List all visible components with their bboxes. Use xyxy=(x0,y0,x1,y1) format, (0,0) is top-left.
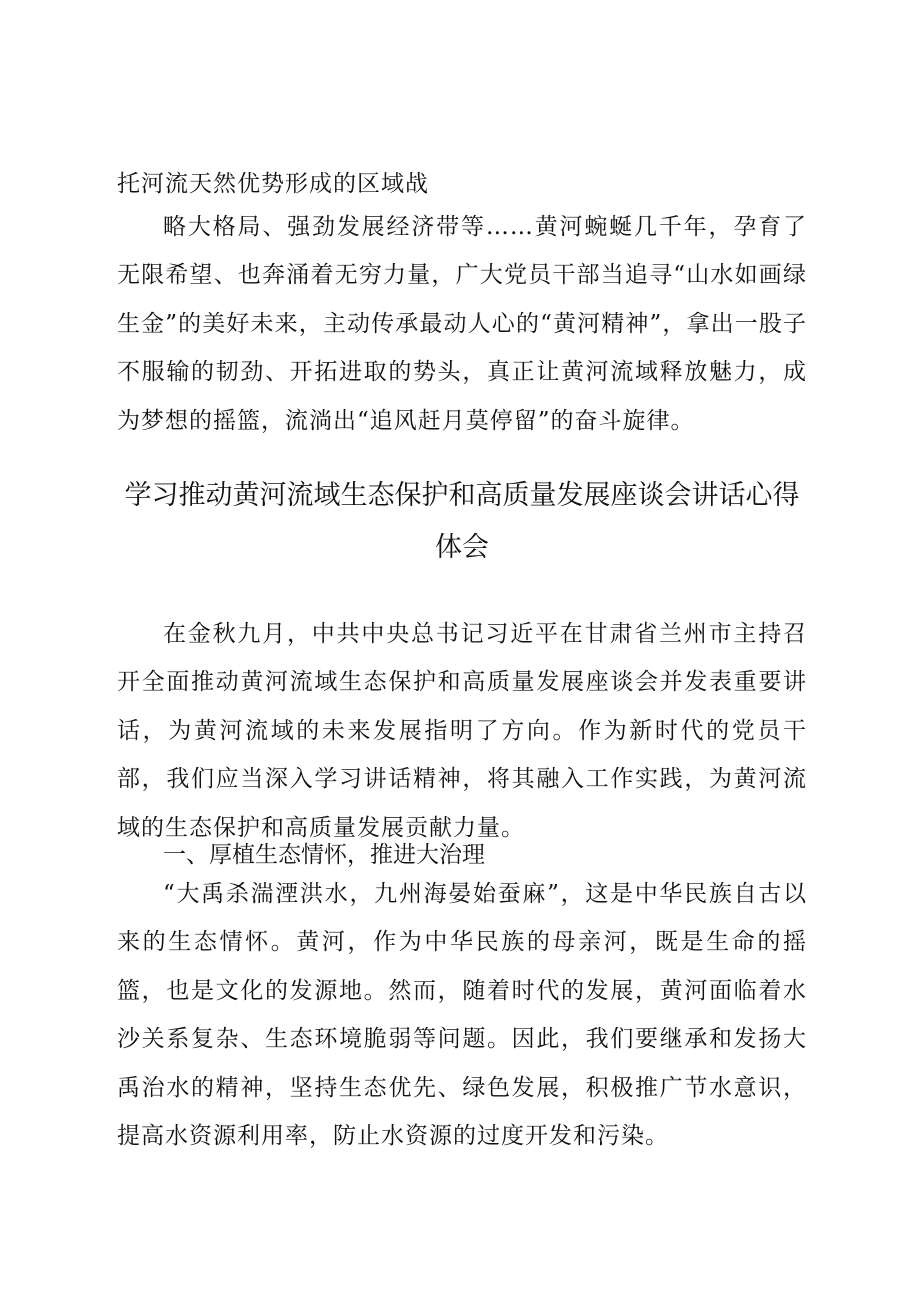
article-title: 学习推动黄河流域生态保护和高质量发展座谈会讲话心得体会 xyxy=(124,480,800,563)
section-paragraph-1: “大禹杀湍湮洪水，九州海晏始蚕麻”，这是中华民族自古以来的生态情怀。黄河，作为中华民族的母亲河，既是生命的摇篮，也是文化的发源地。然而，随着时代的发展，黄河面临着水沙关系复杂、生态环境脆弱等问题。因此，我们要继承和发扬大禹治水的精神，坚持生态优先、绿色发展，积极推广节水意识，提高水资源利用率，防止水资源的过度开发和污染。 xyxy=(117,881,807,1150)
continued-paragraph: 略大格局、强劲发展经济带等……黄河蜿蜒几千年，孕育了无限希望、也奔涌着无穷力量，广大党员干部当追寻“山水如画绿生金”的美好未来，主动传承最动人心的“黄河精神”，拿出一股子不服输的韧劲、开拓进取的势头，真正让黄河流域释放魅力，成为梦想的摇篮，流淌出“追风赶月莫停留”的奋斗旋律。 xyxy=(117,214,807,434)
intro-paragraph: 在金秋九月，中共中央总书记习近平在甘肃省兰州市主持召开全面推动黄河流域生态保护和高质量发展座谈会并发表重要讲话，为黄河流域的未来发展指明了方向。作为新时代的党员干部，我们应当深入学习讲话精神，将其融入工作实践，为黄河流域的生态保护和高质量发展贡献力量。 xyxy=(117,621,807,841)
section-heading-1: 一、厚植生态情怀，推进大治理 xyxy=(163,842,485,868)
top-fragment-line: 托河流天然优势形成的区域战 xyxy=(117,171,429,197)
